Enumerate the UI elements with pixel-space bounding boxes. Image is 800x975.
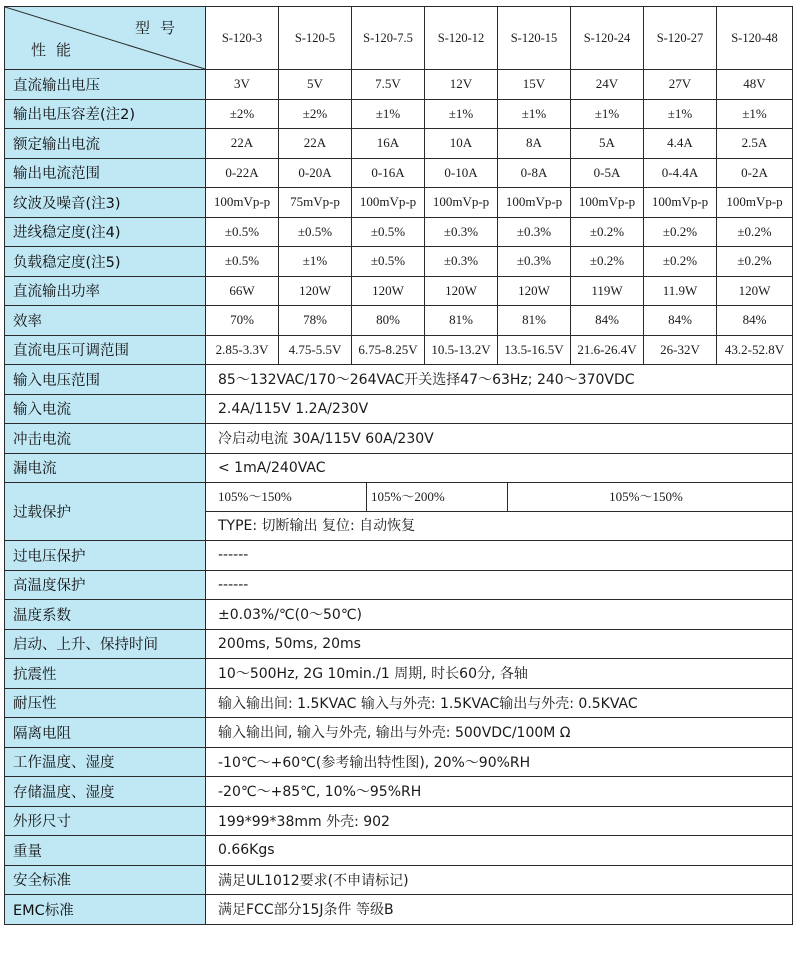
spec-value: 2.85-3.3V — [206, 335, 279, 365]
spec-value: 199*99*38mm 外壳: 902 — [206, 806, 793, 836]
spec-value: 0-8A — [498, 158, 571, 188]
spec-value: 0-22A — [206, 158, 279, 188]
spec-row — [5, 570, 793, 600]
spec-row — [5, 806, 793, 836]
spec-value: ±0.5% — [206, 247, 279, 277]
spec-label: 负载稳定度(注5) — [5, 247, 206, 277]
spec-row — [5, 453, 793, 483]
spec-value: -10℃～+60℃(参考输出特性图), 20%～90%RH — [206, 747, 793, 777]
spec-value: 22A — [279, 129, 352, 159]
spec-value: ±0.2% — [571, 217, 644, 247]
spec-value: 120W — [279, 276, 352, 306]
spec-value: 输入输出间, 输入与外壳, 输出与外壳: 500VDC/100M Ω — [206, 718, 793, 748]
spec-row — [5, 865, 793, 895]
spec-label: 高温度保护 — [5, 570, 206, 600]
spec-value: 84% — [571, 306, 644, 336]
spec-value: 120W — [717, 276, 793, 306]
spec-label: 输入电流 — [5, 394, 206, 424]
spec-value: 10.5-13.2V — [425, 335, 498, 365]
spec-value: ±0.3% — [425, 247, 498, 277]
spec-value: ±0.5% — [279, 217, 352, 247]
spec-value: 10A — [425, 129, 498, 159]
spec-value: ±1% — [571, 99, 644, 129]
spec-row — [5, 777, 793, 807]
spec-label: 直流输出功率 — [5, 276, 206, 306]
spec-label: 进线稳定度(注4) — [5, 217, 206, 247]
spec-row — [5, 895, 793, 925]
spec-value: 0.66Kgs — [206, 836, 793, 866]
spec-label: 输出电压容差(注2) — [5, 99, 206, 129]
spec-row — [5, 247, 793, 277]
spec-value: 0-4.4A — [644, 158, 717, 188]
spec-value: 5A — [571, 129, 644, 159]
spec-value: ±0.3% — [498, 217, 571, 247]
spec-label: 纹波及噪音(注3) — [5, 188, 206, 218]
spec-label: 隔离电阻 — [5, 718, 206, 748]
spec-value: 85～132VAC/170～264VAC开关选择47～63Hz; 240～370VDC — [206, 365, 793, 395]
spec-row — [5, 306, 793, 336]
spec-row — [5, 659, 793, 689]
spec-value: 100mVp-p — [425, 188, 498, 218]
corner-performance-label: 性能 — [31, 41, 82, 59]
spec-label: 冲击电流 — [5, 424, 206, 454]
spec-value: 78% — [279, 306, 352, 336]
spec-value: ±1% — [352, 99, 425, 129]
spec-value: 100mVp-p — [352, 188, 425, 218]
spec-value: 0-2A — [717, 158, 793, 188]
model-header: S-120-15 — [498, 7, 571, 70]
spec-row — [5, 188, 793, 218]
spec-value: 满足FCC部分15J条件 等级B — [206, 895, 793, 925]
spec-value: 输入输出间: 1.5KVAC 输入与外壳: 1.5KVAC输出与外壳: 0.5KVAC — [206, 688, 793, 718]
spec-label: EMC标准 — [5, 895, 206, 925]
spec-value: 120W — [425, 276, 498, 306]
spec-row — [5, 836, 793, 866]
spec-label: 直流电压可调范围 — [5, 335, 206, 365]
spec-row — [5, 158, 793, 188]
spec-row — [5, 276, 793, 306]
model-header: S-120-3 — [206, 7, 279, 70]
spec-value: 200ms, 50ms, 20ms — [206, 629, 793, 659]
spec-row — [5, 394, 793, 424]
spec-label: 外形尺寸 — [5, 806, 206, 836]
spec-value: 冷启动电流 30A/115V 60A/230V — [206, 424, 793, 454]
spec-value: 66W — [206, 276, 279, 306]
model-header: S-120-5 — [279, 7, 352, 70]
spec-value: 48V — [717, 70, 793, 100]
model-header: S-120-24 — [571, 7, 644, 70]
spec-value: 4.4A — [644, 129, 717, 159]
spec-row — [5, 747, 793, 777]
spec-value: 0-10A — [425, 158, 498, 188]
spec-row — [5, 718, 793, 748]
overload-range-c: 105%～150% — [507, 483, 792, 511]
spec-value: -20℃～+85℃, 10%～95%RH — [206, 777, 793, 807]
spec-row — [5, 600, 793, 630]
spec-label: 额定输出电流 — [5, 129, 206, 159]
spec-value: 11.9W — [644, 276, 717, 306]
spec-row — [5, 424, 793, 454]
overload-range-a: 105%～150% — [218, 489, 292, 504]
spec-label: 漏电流 — [5, 453, 206, 483]
spec-value: 100mVp-p — [717, 188, 793, 218]
overload-type: TYPE: 切断输出 复位: 自动恢复 — [218, 518, 416, 534]
spec-value: ±0.03%/℃(0～50℃) — [206, 600, 793, 630]
spec-label: 工作温度、湿度 — [5, 747, 206, 777]
spec-value: 16A — [352, 129, 425, 159]
model-header: S-120-7.5 — [352, 7, 425, 70]
spec-row — [5, 688, 793, 718]
spec-value: ±0.5% — [206, 217, 279, 247]
spec-label: 直流输出电压 — [5, 70, 206, 100]
spec-value: 120W — [498, 276, 571, 306]
spec-row — [5, 335, 793, 365]
spec-value: ±1% — [279, 247, 352, 277]
spec-value: 100mVp-p — [644, 188, 717, 218]
spec-label: 输入电压范围 — [5, 365, 206, 395]
spec-value: ±1% — [498, 99, 571, 129]
spec-value: 100mVp-p — [206, 188, 279, 218]
spec-row — [5, 365, 793, 395]
spec-value: 70% — [206, 306, 279, 336]
spec-label: 温度系数 — [5, 600, 206, 630]
overload-range-b: 105%～200% — [366, 483, 507, 511]
spec-value: ±1% — [425, 99, 498, 129]
spec-value: 43.2-52.8V — [717, 335, 793, 365]
spec-row — [5, 70, 793, 100]
spec-label: 过载保护 — [5, 483, 206, 541]
spec-label: 抗震性 — [5, 659, 206, 689]
spec-value: ±0.5% — [352, 247, 425, 277]
spec-label: 存储温度、湿度 — [5, 777, 206, 807]
spec-value: 100mVp-p — [571, 188, 644, 218]
spec-value: 27V — [644, 70, 717, 100]
corner-model-label: 型号 — [134, 19, 185, 37]
spec-value: 3V — [206, 70, 279, 100]
model-header: S-120-12 — [425, 7, 498, 70]
spec-value: ±0.3% — [498, 247, 571, 277]
overload-value — [206, 483, 793, 541]
spec-value: ±2% — [279, 99, 352, 129]
spec-value: 81% — [425, 306, 498, 336]
spec-label: 输出电流范围 — [5, 158, 206, 188]
spec-value: 84% — [644, 306, 717, 336]
spec-label: 耐压性 — [5, 688, 206, 718]
spec-label: 效率 — [5, 306, 206, 336]
spec-value: 80% — [352, 306, 425, 336]
spec-value: 7.5V — [352, 70, 425, 100]
model-header: S-120-48 — [717, 7, 793, 70]
model-header: S-120-27 — [644, 7, 717, 70]
spec-row — [5, 629, 793, 659]
spec-value: 21.6-26.4V — [571, 335, 644, 365]
spec-value: 0-20A — [279, 158, 352, 188]
overload-row — [5, 483, 793, 541]
overload-ranges — [206, 483, 792, 512]
spec-value: 120W — [352, 276, 425, 306]
header-corner — [5, 7, 206, 70]
spec-value: 84% — [717, 306, 793, 336]
spec-value: < 1mA/240VAC — [206, 453, 793, 483]
spec-row — [5, 99, 793, 129]
spec-label: 启动、上升、保持时间 — [5, 629, 206, 659]
spec-value: ±0.5% — [352, 217, 425, 247]
spec-value: 26-32V — [644, 335, 717, 365]
spec-value: 满足UL1012要求(不申请标记) — [206, 865, 793, 895]
spec-value: ±0.2% — [644, 217, 717, 247]
spec-value: ±0.3% — [425, 217, 498, 247]
spec-value: 2.5A — [717, 129, 793, 159]
spec-value: 10～500Hz, 2G 10min./1 周期, 时长60分, 各轴 — [206, 659, 793, 689]
spec-value: 0-16A — [352, 158, 425, 188]
spec-value: 13.5-16.5V — [498, 335, 571, 365]
spec-value: ±2% — [206, 99, 279, 129]
spec-table — [4, 6, 793, 925]
spec-value: ±0.2% — [717, 247, 793, 277]
spec-value: ±0.2% — [717, 217, 793, 247]
spec-value: 24V — [571, 70, 644, 100]
spec-label: 安全标准 — [5, 865, 206, 895]
spec-value: 81% — [498, 306, 571, 336]
spec-value: 5V — [279, 70, 352, 100]
spec-value: ------ — [206, 570, 793, 600]
spec-value: 6.75-8.25V — [352, 335, 425, 365]
spec-row — [5, 129, 793, 159]
spec-label: 重量 — [5, 836, 206, 866]
spec-row — [5, 541, 793, 571]
header-row — [5, 7, 793, 70]
spec-value: 15V — [498, 70, 571, 100]
spec-value: 22A — [206, 129, 279, 159]
spec-value: 4.75-5.5V — [279, 335, 352, 365]
spec-value: ±1% — [717, 99, 793, 129]
spec-value: 119W — [571, 276, 644, 306]
spec-value: 100mVp-p — [498, 188, 571, 218]
spec-row — [5, 217, 793, 247]
spec-value: 75mVp-p — [279, 188, 352, 218]
spec-value: 12V — [425, 70, 498, 100]
spec-value: ±0.2% — [644, 247, 717, 277]
spec-value: ------ — [206, 541, 793, 571]
spec-label: 过电压保护 — [5, 541, 206, 571]
spec-value: ±0.2% — [571, 247, 644, 277]
spec-value: 0-5A — [571, 158, 644, 188]
spec-value: 2.4A/115V 1.2A/230V — [206, 394, 793, 424]
spec-value: 8A — [498, 129, 571, 159]
spec-value: ±1% — [644, 99, 717, 129]
